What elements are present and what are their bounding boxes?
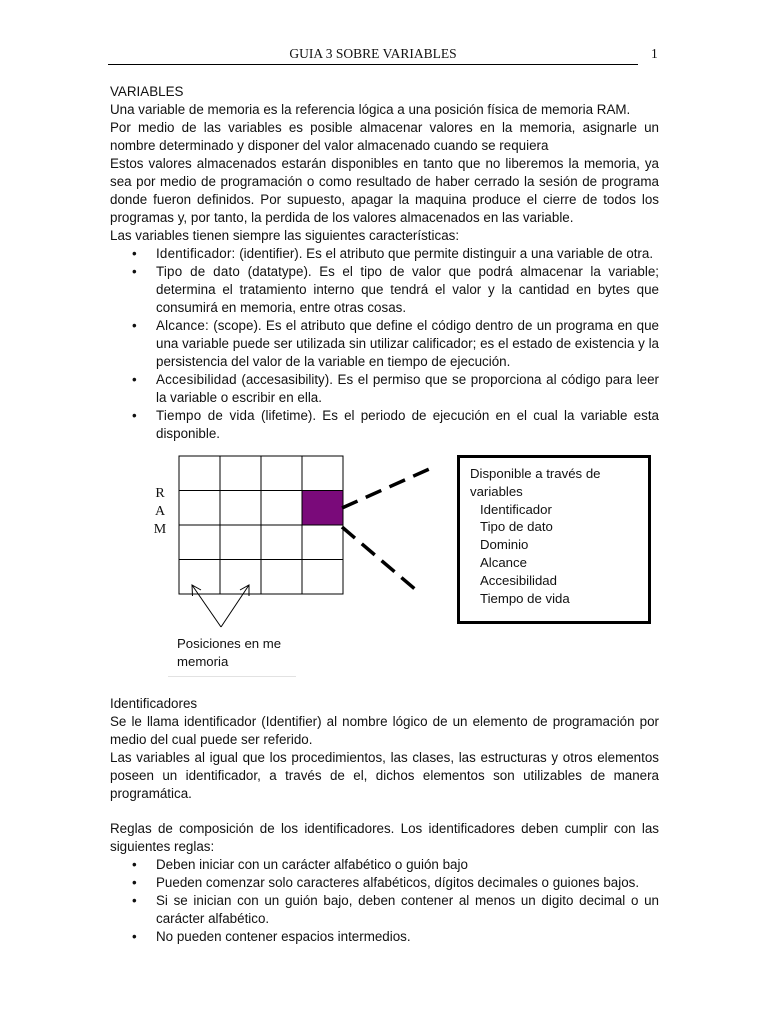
diagram-caption <box>177 635 281 671</box>
intro-paragraph: Por medio de las variables es posible almacenar valores en la memoria, asignarle un nombre determinado y disponer del valor almacenado cuando se requiera <box>110 120 659 153</box>
list-item <box>110 263 659 317</box>
list-item <box>110 371 659 407</box>
memory-cell <box>261 560 302 595</box>
ram-letter: A <box>154 504 166 519</box>
variables-info-box <box>457 455 651 624</box>
list-item: • Pueden comenzar solo caracteres alfabéticos, dígitos decimales o guiones bajos. <box>110 874 659 892</box>
memory-cell-highlighted <box>302 491 343 526</box>
box-item: Dominio <box>480 537 529 553</box>
box-title-line: Disponible a través de <box>470 466 601 481</box>
ram-letter: R <box>155 486 165 501</box>
memory-cell <box>220 525 261 560</box>
section-heading-variables: VARIABLES <box>110 84 184 99</box>
characteristic-term: Alcance: <box>156 318 209 333</box>
list-item: • No pueden contener espacios intermedios. <box>110 928 659 946</box>
section-heading-identificadores: Identificadores <box>110 696 198 711</box>
caption-line: memoria <box>177 654 229 669</box>
intro-paragraph: Una variable de memoria es la referencia lógica a una posición física de memoria RAM. <box>110 102 631 117</box>
ram-grid <box>179 456 343 594</box>
box-title-line: variables <box>470 483 523 499</box>
intro-paragraph: Las variables tienen siempre las siguientes características: <box>110 228 460 243</box>
memory-cell <box>302 456 343 491</box>
box-item: Alcance <box>480 554 527 570</box>
box-item: Tiempo de vida <box>480 590 570 606</box>
memory-cell <box>220 560 261 595</box>
identificadores-section <box>110 695 659 946</box>
characteristics-list <box>110 245 659 443</box>
caption-divider <box>168 676 296 677</box>
page-number: 1 <box>651 46 658 61</box>
intro-paragraph: Estos valores almacenados estarán disponibles en tanto que no liberemos la memoria, ya sea por medio de programación o como resultado de haber cerrado la sesión de programa donde fueron definidos. Por supuesto, apagar la maquina produce el cierre de todos los programas y, por tanto, la perdida de los valores almacenados en las variable. <box>110 156 659 225</box>
box-item: Identificador <box>480 501 552 517</box>
memory-cell <box>220 456 261 491</box>
rules-list <box>110 856 659 946</box>
memory-cell <box>179 491 220 526</box>
characteristic-text: (lifetime). Es el periodo de ejecución en el cual la variable esta disponible. <box>156 408 659 441</box>
memory-cell <box>179 525 220 560</box>
memory-cell <box>179 456 220 491</box>
ram-label <box>150 485 170 539</box>
memory-cell <box>261 456 302 491</box>
dashed-connector-top <box>342 466 436 508</box>
list-item <box>110 245 659 263</box>
header-title: GUIA 3 SOBRE VARIABLES <box>289 46 457 61</box>
memory-cell <box>302 560 343 595</box>
characteristic-term: Accesibilidad <box>156 372 237 387</box>
characteristic-text: (datatype). Es el tipo de valor que podrá almacenar la variable; determina el tratamiento interno que tendrá el valor y la cantidad en bytes que consumirá en memoria, entre otras cosas. <box>156 264 659 315</box>
characteristic-term: Identificador: <box>156 246 236 261</box>
list-item <box>110 407 659 443</box>
memory-cell <box>261 491 302 526</box>
box-item: Tipo de dato <box>480 519 553 535</box>
characteristic-term: Tipo de dato <box>156 264 241 279</box>
arrow-right <box>221 585 249 627</box>
memory-cell <box>302 525 343 560</box>
dashed-connector-bottom <box>342 527 416 590</box>
characteristic-text: (accesasibility). Es el permiso que se proporciona al código para leer la variable o escribir en ella. <box>156 372 659 405</box>
box-item: Accesibilidad <box>480 572 557 588</box>
characteristic-text: (scope). Es el atributo que define el código dentro de un programa en que una variable puede ser utilizada sin utilizar calificador; es el estado de existencia y la persistencia del valor de la variable en tiempo de ejecución. <box>156 318 659 369</box>
identificadores-paragraph: Se le llama identificador (Identifier) al nombre lógico de un elemento de programación por medio del cual puede ser referido. <box>110 714 659 747</box>
list-item: • Deben iniciar con un carácter alfabético o guión bajo <box>110 856 659 874</box>
memory-cell <box>261 525 302 560</box>
ram-letter: M <box>153 522 167 537</box>
memory-cell <box>220 491 261 526</box>
caption-line: Posiciones en me <box>177 636 282 651</box>
page-header <box>108 44 638 65</box>
rules-intro: Reglas de composición de los identificadores. Los identificadores deben cumplir con las siguientes reglas: <box>110 821 659 854</box>
characteristic-term: Tiempo de vida <box>156 408 255 423</box>
identificadores-paragraph: Las variables al igual que los procedimientos, las clases, las estructuras y otros elementos poseen un identificador, a través de el, dichos elementos son utilizables de manera programática. <box>110 750 659 801</box>
characteristic-text: (identifier). Es el atributo que permite distinguir a una variable de otra. <box>235 246 654 261</box>
list-item <box>110 317 659 371</box>
memory-cell <box>179 560 220 595</box>
arrow-left <box>192 585 221 627</box>
list-item: • Si se inician con un guión bajo, deben contener al menos un digito decimal o un carácter alfabético. <box>110 892 659 928</box>
intro-section <box>110 83 659 443</box>
